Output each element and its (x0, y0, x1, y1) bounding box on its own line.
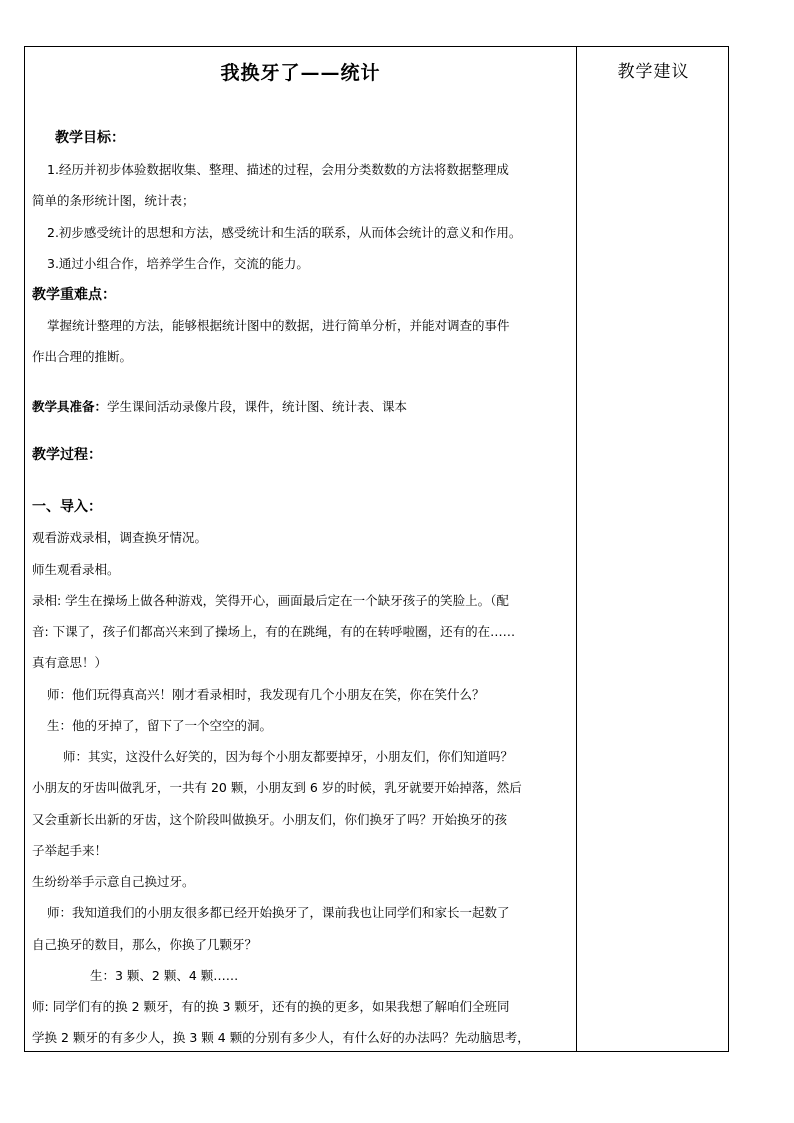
key-points-line: 作出合理的推断。 (32, 349, 133, 364)
materials-label: 教学具准备： (32, 399, 108, 414)
goal-line: 1.经历并初步体验数据收集、整理、描述的过程，会用分类数数的方法将数据整理成 (47, 162, 509, 177)
body-line: 录相: 学生在操场上做各种游戏，笑得开心，画面最后定在一个缺牙孩子的笑脸上。（配 (32, 593, 509, 608)
goal-line: 3.通过小组合作，培养学生合作，交流的能力。 (47, 256, 309, 271)
body-line: 又会重新长出新的牙齿，这个阶段叫做换牙。小朋友们，你们换牙了吗？开始换牙的孩 (32, 812, 508, 827)
body-line: 生：他的牙掉了，留下了一个空空的洞。 (47, 718, 273, 733)
materials-line (32, 399, 407, 415)
goals-heading: 教学目标： (55, 130, 125, 146)
body-line: 生纷纷举手示意自己换过牙。 (32, 874, 195, 889)
key-points-heading: 教学重难点： (32, 287, 116, 303)
body-line: 师：其实，这没什么好笑的，因为每个小朋友都要掉牙，小朋友们，你们知道吗？ (63, 749, 514, 764)
body-line: 小朋友的牙齿叫做乳牙，一共有 20 颗，小朋友到 6 岁的时候，乳牙就要开始掉落，然后 (32, 780, 522, 795)
body-line: 子举起手来！ (32, 843, 108, 858)
goal-line: 简单的条形统计图，统计表； (32, 193, 195, 208)
body-line: 自己换牙的数目，那么，你换了几颗牙？ (32, 937, 258, 952)
sidebar-heading: 教学建议 (617, 62, 690, 82)
body-line: 生：3 颗、2 颗、4 颗…… (90, 968, 239, 983)
key-points-line: 掌握统计整理的方法，能够根据统计图中的数据，进行简单分析，并能对调查的事件 (47, 318, 510, 333)
intro-heading: 一、导入： (32, 499, 102, 515)
body-line: 师: 同学们有的换 2 颗牙，有的换 3 颗牙，还有的换的更多，如果我想了解咱们全班同 (32, 999, 510, 1014)
goal-line: 2.初步感受统计的思想和方法，感受统计和生活的联系，从而体会统计的意义和作用。 (47, 225, 522, 240)
materials-text: 学生课间活动录像片段，课件，统计图、统计表、课本 (107, 399, 408, 414)
body-line: 师生观看录相。 (32, 562, 120, 577)
body-line: 真有意思！） (32, 655, 108, 670)
column-divider (576, 47, 577, 1051)
main-column (25, 47, 576, 1051)
page-title: 我换牙了——统计 (220, 62, 381, 84)
body-line: 学换 2 颗牙的有多少人，换 3 颗 4 颗的分别有多少人，有什么好的办法吗？先动脑思考， (32, 1030, 530, 1045)
body-line: 观看游戏录相，调查换牙情况。 (32, 530, 208, 545)
body-line: 师：他们玩得真高兴！刚才看录相时，我发现有几个小朋友在笑，你在笑什么？ (47, 687, 485, 702)
body-line: 师：我知道我们的小朋友很多都已经开始换牙了，课前我也让同学们和家长一起数了 (47, 905, 510, 920)
body-line: 音: 下课了，孩子们都高兴来到了操场上，有的在跳绳，有的在转呼啦圈，还有的在…… (32, 624, 516, 639)
lesson-plan-table (24, 46, 729, 1052)
process-heading: 教学过程： (32, 447, 102, 463)
